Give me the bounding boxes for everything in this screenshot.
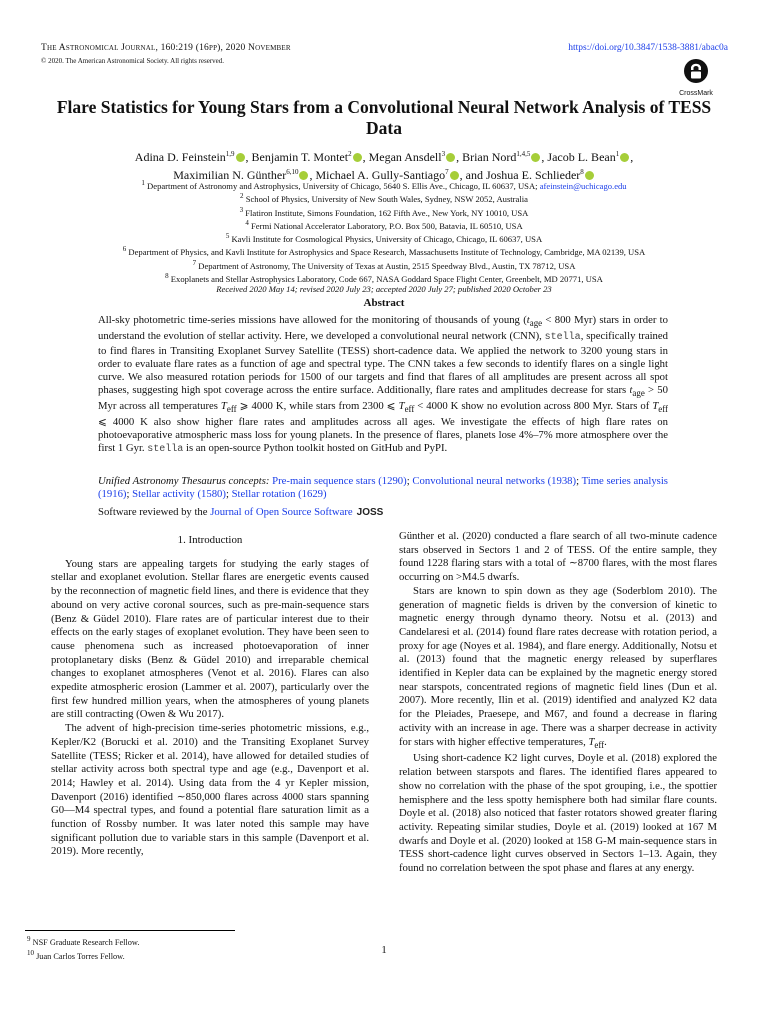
author-name: Benjamin T. Montet	[251, 150, 349, 164]
crossmark-badge[interactable]	[676, 58, 716, 97]
author-name: Brian Nord	[462, 150, 517, 164]
author-affil-sup: 7	[445, 168, 449, 176]
affil-text: Fermi National Accelerator Laboratory, P.O. Box 500, Batavia, IL 60510, USA	[250, 220, 523, 231]
abstract-text: > 50 Myr across all temperatures	[98, 383, 668, 412]
author-affil-sup: 1,9	[225, 150, 235, 158]
paragraph	[399, 585, 717, 753]
affil-num: 1	[141, 179, 145, 187]
affil-text: Exoplanets and Stellar Astrophysics Laboratory, Code 667, NASA Goddard Space Flight Center, Greenbelt, MD 20771, USA	[170, 273, 603, 284]
keyword-link[interactable]: Stellar rotation (1629)	[231, 488, 327, 500]
math-var: T	[588, 735, 595, 748]
math-var: T	[220, 399, 227, 412]
affil-num: 4	[245, 218, 249, 227]
affiliation-list	[30, 178, 738, 295]
affil-num: 7	[192, 258, 197, 267]
author-affil-sup: 8	[580, 168, 584, 176]
author-name: Adina D. Feinstein	[134, 150, 226, 164]
abstract-text: < 800 Myr) stars in order to understand the evolution of stellar activity. Here, we developed a convolutional neural network (CNN),	[98, 314, 668, 343]
copyright-notice: © 2020. The American Astronomical Society. All rights reserved.	[41, 57, 225, 65]
email-link[interactable]: afeinstein@uchicago.edu	[539, 180, 627, 191]
abstract-text: , specifically trained to find flares in Transiting Exoplanet Survey Satellite (TESS) short-cadence data. We applied the network to 3200 young stars in order to evaluate flare rates as a function of age and spectral type. The CNN takes a few seconds to identify flares on a single light curve. We also measured rotation periods for 1500 of our targets and find that flares of all amplitudes are present across all spot phases, suggesting high spot coverage across the entire surface. Additionally, flare rates and amplitudes decrease for stars	[98, 330, 668, 396]
affil-text: Department of Astronomy and Astrophysics, University of Chicago, 5640 S. Ellis Ave., Chicago, IL 60637, USA;	[147, 180, 538, 191]
author-name: Jacob L. Bean	[547, 150, 616, 164]
keyword-lead: Unified Astronomy Thesaurus concepts:	[98, 475, 270, 487]
paper-title: Flare Statistics for Young Stars from a Convolutional Neural Network Analysis of TESS Data	[56, 97, 712, 138]
affil-num: 8	[165, 271, 169, 280]
footnote-divider	[25, 930, 235, 931]
author-name: and Joshua E. Schlieder	[465, 168, 581, 182]
footnote-text: Juan Carlos Torres Fellow.	[36, 952, 125, 962]
abstract-heading: Abstract	[363, 297, 405, 309]
affiliation-item	[30, 258, 738, 271]
orcid-icon[interactable]	[620, 153, 629, 162]
keyword-link[interactable]: Convolutional neural networks (1938)	[412, 475, 577, 487]
author-affil-sup: 3	[441, 150, 446, 158]
affil-text: School of Physics, University of New South Wales, Sydney, NSW 2052, Australia	[245, 194, 528, 205]
code-name: stella	[544, 332, 581, 344]
keyword-list: Unified Astronomy Thesaurus concepts: Pre-main sequence stars (1290); Convolutional neural networks (1938); Time series analysis (1916); Stellar activity (1580); Stellar rotation (1629)	[98, 475, 668, 500]
math-var: T	[652, 399, 659, 412]
paragraph-text: Stars are known to spin down as they age (Soderblom 2010). The generation of magnetic fields is driven by the conversion of kinetic to magnetic energy through dynamo theory. Notsu et al. (2013) and Candelaresi et al. (2014) found flare rates decrease with rotation period, a proxy for age (Noyes et al. 1984), and flare energy. Additionally, Notsu et al. (2013) found that the magnetic energy released by superflares identified in Kepler data can be explained by the magnetic energy stored near starspots, concentrated regions of magnetic field lines (Dun et al. 2007). More recently, Ilin et al. (2019) identified and analyzed K2 data for the Pleiades, Praesepe, and M67, and found a decrease in flaring activity with an increase in age. There was a sharper decrease in activity for stars with higher effective temperatures,	[399, 584, 717, 748]
doi-link[interactable]: https://doi.org/10.3847/1538-3881/abac0a	[568, 43, 728, 53]
math-sub: eff	[594, 739, 605, 750]
paragraph-text: .	[604, 735, 607, 748]
author-name: Maximilian N. Günther	[173, 168, 287, 182]
orcid-icon[interactable]	[446, 153, 455, 162]
column-left	[51, 530, 369, 859]
author-name: Michael A. Gully-Santiago	[315, 168, 446, 182]
orcid-icon[interactable]	[236, 153, 245, 162]
paragraph: The advent of high-precision time-series photometric missions, e.g., Kepler/K2 (Borucki et al. 2010) and the Transiting Exoplanet Survey Satellite (TESS; Ricker et al. 2014), have allowed for detailed studies of stellar activity across both spectral type and age (e.g., Davenport et al. 2014; Hawley et al. 2014). Using data from the 4 yr Kepler mission, Davenport (2016) identified ∼850,000 flares across 4000 stars spanning G0—M4 spectral types, and found a potential flare saturation limit as a function of Rossby number. It was later noted this sample may have significant pollution due to variable stars in this sample (Davenport et al. 2019). More recently,	[51, 722, 369, 858]
math-sub: eff	[658, 403, 668, 414]
received-dates: Received 2020 May 14; revised 2020 July 23; accepted 2020 July 27; published 2020 October 23	[216, 284, 552, 295]
author-affil-sup: 2	[348, 150, 352, 158]
software-text: Software reviewed by the	[98, 506, 211, 518]
section-heading: 1. Introduction	[177, 534, 243, 546]
affil-text: Kavli Institute for Cosmological Physics, University of Chicago, Chicago, IL 60637, USA	[231, 233, 543, 244]
keyword-link[interactable]: Stellar activity (1580)	[132, 488, 226, 500]
math-sub: eff	[226, 403, 237, 414]
affiliation-item	[30, 178, 738, 191]
abstract-text: ⩽ 4000 K also show higher flare rates and amplitudes across all ages. We investigate the effects of high flare rates on photoevaporative atmospheric mass loss for young planets. In the presence of flares, planets lose 4%–7% more atmosphere over the first 1 Gyr.	[98, 415, 668, 454]
affil-num: 5	[225, 232, 230, 241]
math-sub: age	[632, 387, 645, 398]
math-var: t	[629, 383, 633, 396]
software-review-line	[98, 506, 383, 518]
author-name: Megan Ansdell	[368, 150, 442, 164]
abstract-text: < 4000 K show no evolution across 800 Myr. Stars of	[414, 399, 653, 412]
crossmark-label: CrossMark	[679, 90, 713, 97]
affiliation-item	[30, 271, 738, 284]
journal-citation: The Astronomical Journal, 160:219 (16pp), 2020 November	[41, 43, 291, 53]
affil-text: Department of Astronomy, The University of Texas at Austin, 2515 Speedway Blvd., Austin, TX 78712, USA	[198, 260, 576, 271]
abstract-text: is an open-source Python toolkit hosted on GitHub and PyPI.	[183, 441, 448, 454]
affiliation-item	[30, 244, 738, 257]
affil-num: 2	[240, 192, 244, 201]
author-affil-sup: 1,4,5	[516, 150, 531, 158]
affiliation-item	[30, 191, 738, 204]
abstract-body	[98, 314, 668, 456]
author-affil-sup: 6,10	[286, 168, 299, 176]
math-sub: age	[529, 318, 543, 329]
paragraph: Using short-cadence K2 light curves, Doyle et al. (2018) explored the relation between starspots and flares. The identified flares appeared to show no correlation with the phase of the spot grouping, i.e., the spottier hemisphere and the less spotty hemisphere both had similar flare counts. Doyle et al. (2018) also noticed that faster rotators showed greater flaring activity. Repeating similar studies, Doyle et al. (2019) looked at 167 M dwarfs and Doyle et al. (2020) looked at 158 G-M main-sequence stars in TESS short-cadence light curves observed in Sectors 1–13. Again, they found no correlation between the spot phase and flares at any energy.	[399, 752, 717, 875]
column-right	[399, 530, 717, 876]
code-name: stella	[147, 443, 184, 455]
affiliation-item	[30, 205, 738, 218]
affil-text: Department of Physics, and Kavli Institute for Astrophysics and Space Research, Massachusetts Institute of Technology, Cambridge, MA 02139, USA	[128, 247, 646, 258]
orcid-icon[interactable]	[531, 153, 540, 162]
keyword-link[interactable]: Pre-main sequence stars (1290)	[272, 475, 407, 487]
math-var: t	[526, 314, 530, 326]
affil-num: 3	[239, 205, 244, 214]
joss-link[interactable]: Journal of Open Source Software	[210, 506, 353, 518]
footnote-num: 10	[27, 949, 34, 958]
affil-num: 6	[122, 245, 127, 254]
crossmark-icon	[683, 58, 709, 84]
author-line-2: Maximilian N. Günther$^{6,10}$ , Michael A. Gully-Santiago$^7$ , and Joshua E. Schlieder$^8$	[40, 165, 728, 183]
affil-text: Flatiron Institute, Simons Foundation, 162 Fifth Ave., New York, NY 10010, USA	[245, 207, 529, 218]
paragraph: Young stars are appealing targets for studying the early stages of stellar and exoplanet evolution. Stellar flares are energetic events caused by the reconnection of magnetic field lines, and there is evidence that they abound on very active coronal sources, such as pre-main-sequence stars (Benz & Güdel 2010). Flare rates are of particular interest due to their effects on the early stages of exoplanet evolution. They have been seen to cause phenomena such as increased photoevaporation of inner protoplanetary disks (Benz & Güdel 2010) and irreparable chemical changes to exoplanet atmospheres (Venot et al. 2016). Flares can also expedite atmospheric erosion (Lammer et al. 2007), particularly over the first few hundred million years, when the atmospheres of young planets are still contracting (Owen & Wu 2017).	[51, 557, 369, 721]
abstract-text: ⩾ 4000 K, while stars from 2300 ⩽	[236, 399, 399, 412]
footnote-num: 9	[27, 935, 31, 943]
orcid-icon[interactable]	[353, 153, 362, 162]
keyword-link[interactable]: Time series analysis (1916)	[98, 475, 668, 500]
affiliation-item	[30, 218, 738, 231]
author-affil-sup: 1	[615, 150, 620, 158]
page-number: 1	[381, 944, 387, 956]
affiliation-item	[30, 231, 738, 244]
math-sub: eff	[404, 403, 415, 414]
author-line-1: Adina D. Feinstein$^{1,9}$ , Benjamin T. Montet$^2$ , Megan Ansdell$^3$ , Brian Nord$^{1,4,5}$ , Jacob L. Bean$^1$ ,	[134, 150, 634, 164]
math-var: T	[398, 399, 405, 412]
paragraph: Günther et al. (2020) conducted a flare search of all two-minute cadence stars observed in Sectors 1 and 2 of TESS. Of the entire sample, they found 1228 flaring stars with a total of ∼8700 flares, with the most flares occurring on >M4.5 dwarfs.	[399, 530, 717, 584]
joss-badge: JOSS	[356, 507, 384, 518]
abstract-text: All-sky photometric time-series missions have allowed for the monitoring of thousands of young (	[98, 314, 527, 326]
footnote-text: NSF Graduate Research Fellow.	[32, 937, 140, 947]
